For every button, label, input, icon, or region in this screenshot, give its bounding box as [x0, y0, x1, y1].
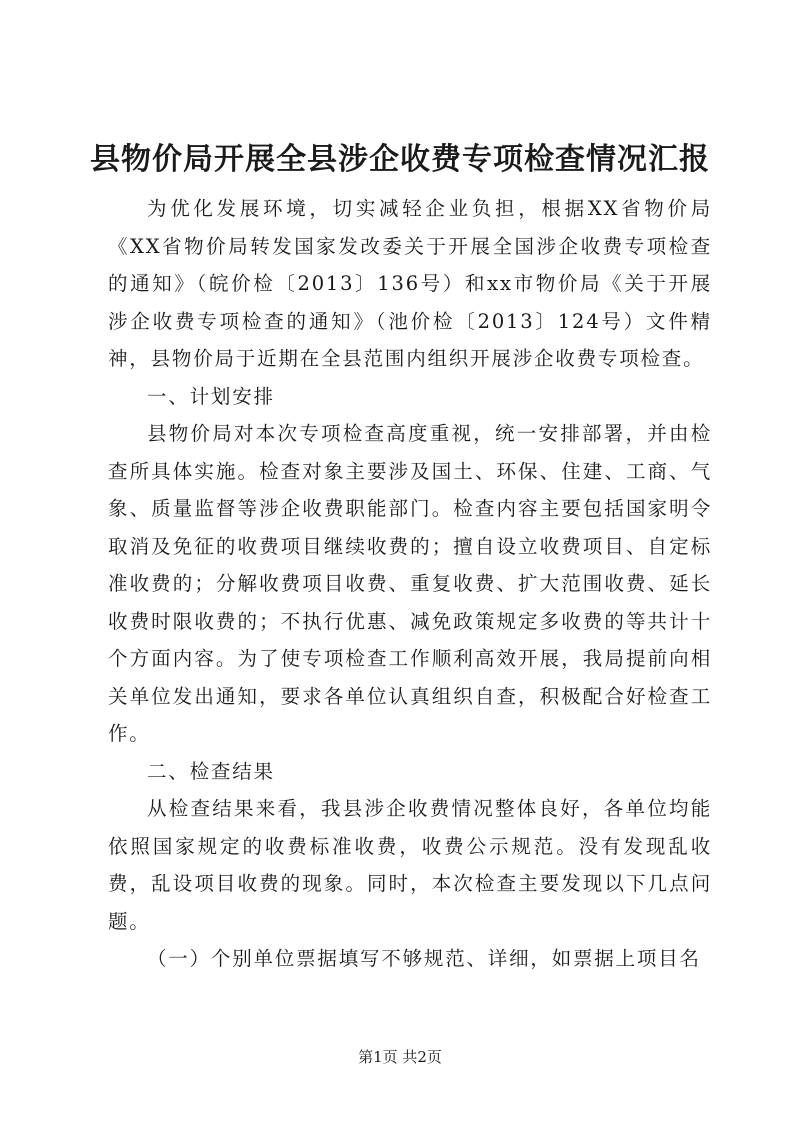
document-body — [108, 190, 712, 978]
document-title: 县物价局开展全县涉企收费专项检查情况汇报 — [90, 142, 710, 177]
page-number: 第1页 共2页 — [358, 1048, 442, 1066]
section-heading-results: 二、检查结果 — [147, 759, 275, 783]
issue-paragraph-1: （一）个别单位票据填写不够规范、详细，如票据上项目名 — [147, 947, 701, 970]
intro-paragraph: 为优化发展环境，切实减轻企业负担，根据XX省物价局《XX省物价局转发国家发改委关于开展全国涉企收费专项检查的通知》（皖价检〔2013〕136号）和xx市物价局《关于开展涉企收费专项检查的通知》（池价检〔2013〕124号）文件精神，县物价局于近期在全县范围内组织开展涉企收费专项检查。 — [108, 197, 712, 370]
section-heading-plan: 一、计划安排 — [147, 384, 275, 408]
results-paragraph: 从检查结果来看，我县涉企收费情况整体良好，各单位均能依照国家规定的收费标准收费，收费公示规范。没有发现乱收费，乱设项目收费的现象。同时，本次检查主要发现以下几点问题。 — [108, 797, 712, 933]
plan-paragraph: 县物价局对本次专项检查高度重视，统一安排部署，并由检查所具体实施。检查对象主要涉及国土、环保、住建、工商、气象、质量监督等涉企收费职能部门。检查内容主要包括国家明令取消及免征的收费项目继续收费的；擅自设立收费项目、自定标准收费的；分解收费项目收费、重复收费、扩大范围收费、延长收费时限收费的；不执行优惠、减免政策规定多收费的等共计十个方面内容。为了使专项检查工作顺利高效开展，我局提前向相关单位发出通知，要求各单位认真组织自查，积极配合好检查工作。 — [108, 422, 712, 745]
